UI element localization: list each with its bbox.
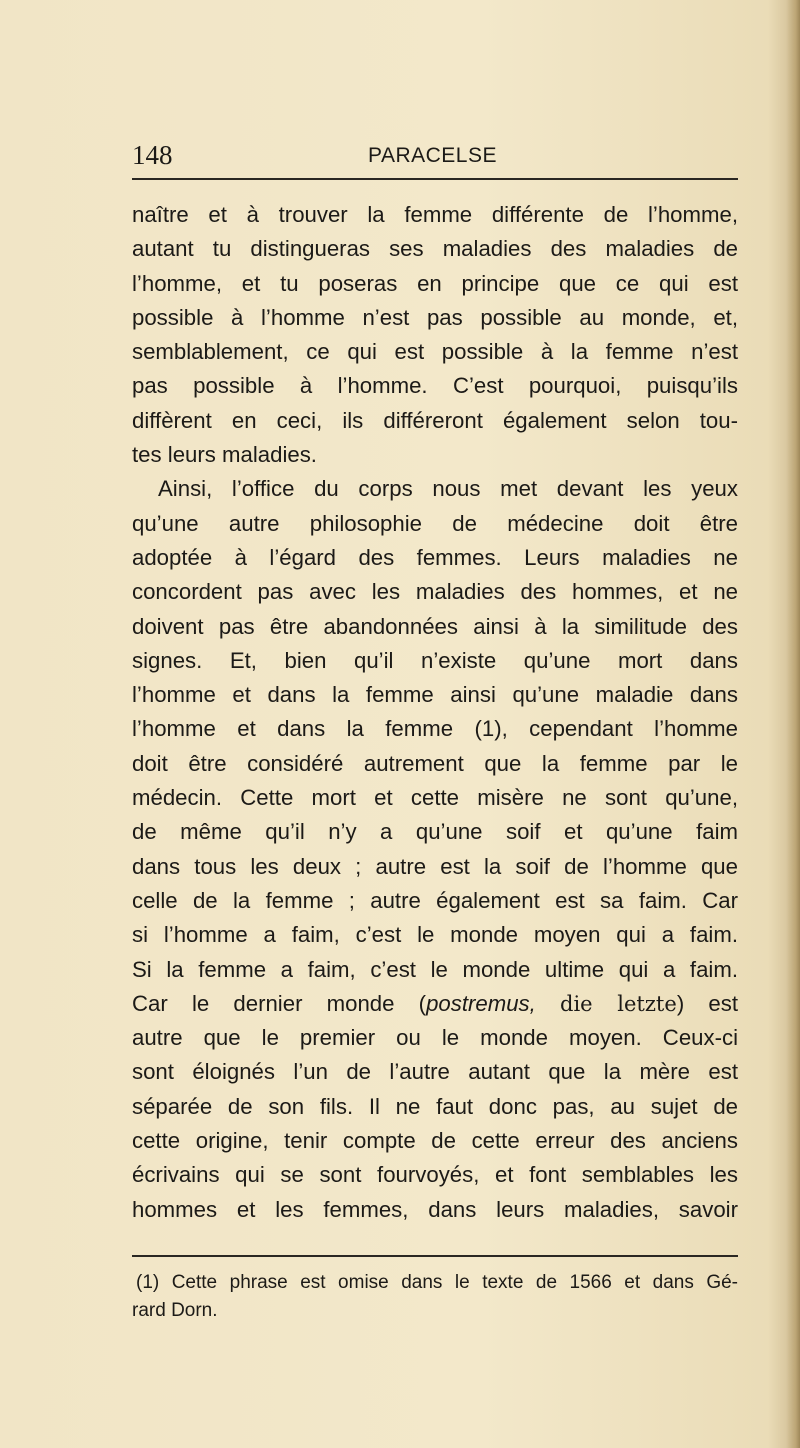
text-line: doivent pas être abandonnées ainsi à la similitude des bbox=[132, 613, 738, 639]
page-edge-shadow bbox=[786, 0, 800, 1448]
header-rule bbox=[132, 178, 738, 180]
text-line: autre que le premier ou le monde moyen. Ceux-ci bbox=[132, 1025, 738, 1051]
text-line: diffèrent en ceci, ils différeront également selon tou- bbox=[132, 407, 738, 433]
text-line: dans tous les deux ; autre est la soif de l’homme que bbox=[132, 853, 738, 879]
text-line: de même qu’il n’y a qu’une soif et qu’une faim bbox=[132, 819, 738, 845]
text-line: l’homme et dans la femme ainsi qu’une maladie dans bbox=[132, 682, 738, 708]
text-line: séparée de son fils. Il ne faut donc pas, au sujet de bbox=[132, 1093, 738, 1119]
text-line: naître et à trouver la femme différente de l’homme, bbox=[132, 202, 738, 227]
text-line: l’homme, et tu poseras en principe que ce qui est bbox=[132, 270, 738, 296]
body-text bbox=[132, 198, 738, 1227]
paragraph-start-line: Ainsi, l’office du corps nous met devant les yeux bbox=[158, 476, 738, 502]
page-number: 148 bbox=[132, 140, 173, 170]
footnote bbox=[132, 1269, 738, 1325]
text-line: autant tu distingueras ses maladies des maladies de bbox=[132, 236, 738, 262]
text-line: Si la femme a faim, c’est le monde ultime qui a faim. bbox=[132, 956, 738, 982]
footnote-line: rard Dorn. bbox=[132, 1300, 218, 1321]
text-line: médecin. Cette mort et cette misère ne sont qu’une, bbox=[132, 785, 738, 811]
text-line: adoptée à l’égard des femmes. Leurs maladies ne bbox=[132, 544, 738, 570]
text-line: hommes et les femmes, dans leurs maladies, savoir bbox=[132, 1196, 738, 1222]
text-line: pas possible à l’homme. C’est pourquoi, puisqu’ils bbox=[132, 373, 738, 399]
text-line: concordent pas avec les maladies des hommes, et ne bbox=[132, 579, 738, 605]
text-line: sont éloignés l’un de l’autre autant que la mère est bbox=[132, 1059, 738, 1085]
text-run: Car le dernier monde ( bbox=[132, 990, 427, 1016]
text-line: l’homme et dans la femme (1), cependant l’homme bbox=[132, 716, 738, 742]
text-run: ) est bbox=[676, 990, 738, 1016]
text-line-mixed bbox=[132, 987, 738, 1021]
text-line: cette origine, tenir compte de cette erreur des anciens bbox=[132, 1128, 738, 1154]
running-title: PARACELSE bbox=[368, 144, 497, 167]
text-line: celle de la femme ; autre également est sa faim. Car bbox=[132, 887, 738, 913]
text-line: possible à l’homme n’est pas possible au monde, et, bbox=[132, 304, 738, 330]
footnote-line: (1) Cette phrase est omise dans le texte de 1566 et dans Gé- bbox=[136, 1272, 738, 1293]
text-line: doit être considéré autrement que la femme par le bbox=[132, 750, 738, 776]
text-line: qu’une autre philosophie de médecine doit être bbox=[132, 510, 738, 536]
text-line: si l’homme a faim, c’est le monde moyen qui a faim. bbox=[132, 922, 738, 948]
page-header bbox=[132, 140, 738, 174]
text-line: semblablement, ce qui est possible à la femme n’est bbox=[132, 339, 738, 365]
german-fraktur-term: die letzte bbox=[560, 991, 677, 1016]
text-line: écrivains qui se sont fourvoyés, et font semblables les bbox=[132, 1162, 738, 1188]
text-line: signes. Et, bien qu’il n’existe qu’une mort dans bbox=[132, 647, 738, 673]
latin-term: postremus, bbox=[426, 990, 536, 1016]
text-line: tes leurs maladies. bbox=[132, 442, 317, 468]
footnote-rule bbox=[132, 1255, 738, 1257]
